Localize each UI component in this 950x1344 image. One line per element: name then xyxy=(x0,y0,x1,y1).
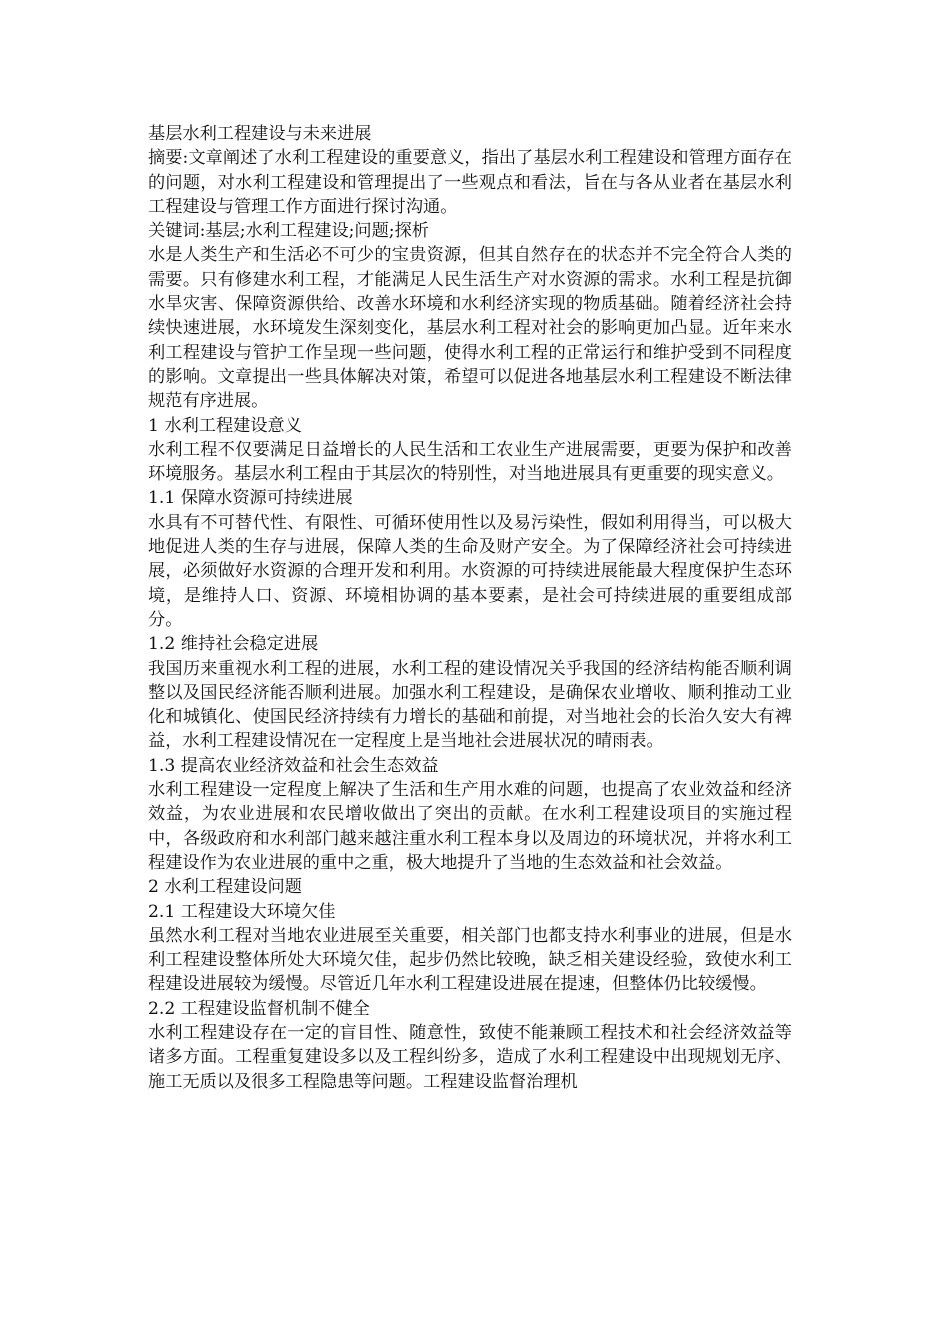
document-page xyxy=(148,122,792,1094)
abstract-paragraph: 摘要:文章阐述了水利工程建设的重要意义，指出了基层水利工程建设和管理方面存在的问题，对水利工程建设和管理提出了一些观点和看法，旨在与各从业者在基层水利工程建设与管理工作方面进行探讨沟通。 xyxy=(148,148,792,217)
intro-paragraph: 水是人类生产和生活必不可少的宝贵资源，但其自然存在的状态并不完全符合人类的需要。只有修建水利工程，才能满足人民生活生产对水资源的需求。水利工程是抗御水旱灾害、保障资源供给、改善水环境和水利经济实现的物质基础。随着经济社会持续快速进展，水环境发生深刻变化，基层水利工程对社会的影响更加凸显。近年来水利工程建设与管护工作呈现一些问题，使得水利工程的正常运行和维护受到不同程度的影响。文章提出一些具体解决对策，希望可以促进各地基层水利工程建设不断法律规范有序进展。 xyxy=(148,245,792,412)
section-heading-2: 2 水利工程建设问题 xyxy=(148,877,302,898)
subsection-body-2-2: 水利工程建设存在一定的盲目性、随意性，致使不能兼顾工程技术和社会经济效益等诸多方面。工程重复建设多以及工程纠纷多，造成了水利工程建设中出现规划无序、施工无质以及很多工程隐患等问题。工程建设监督治理机 xyxy=(148,1022,792,1092)
subsection-heading-1-2: 1.2 维持社会稳定进展 xyxy=(148,634,319,655)
document-title: 基层水利工程建设与未来进展 xyxy=(148,124,372,144)
section-heading-1: 1 水利工程建设意义 xyxy=(148,415,302,436)
subsection-body-2-1: 虽然水利工程对当地农业进展至关重要，相关部门也都支持水利事业的进展，但是水利工程建设整体所处大环境欠佳，起步仍然比较晚，缺乏相关建设经验，致使水利工程建设进展较为缓慢。尽管近几年水利工程建设进展在提速，但整体仍比较缓慢。 xyxy=(148,925,792,995)
subsection-body-1-1: 水具有不可替代性、有限性、可循环使用性以及易污染性，假如利用得当，可以极大地促进人类的生存与进展，保障人类的生命及财产安全。为了保障经济社会可持续进展，必须做好水资源的合理开发和利用。水资源的可持续进展能最大程度保护生态环境，是维持人口、资源、环境相协调的基本要素，是社会可持续进展的重要组成部分。 xyxy=(148,512,792,630)
subsection-heading-2-1: 2.1 工程建设大环境欠佳 xyxy=(148,901,336,922)
subsection-body-1-3: 水利工程建设一定程度上解决了生活和生产用水难的问题，也提高了农业效益和经济效益，为农业进展和农民增收做出了突出的贡献。在水利工程建设项目的实施过程中，各级政府和水利部门越来越注重水利工程本身以及周边的环境状况，并将水利工程建设作为农业进展的重中之重，极大地提升了当地的生态效益和社会效益。 xyxy=(148,780,792,873)
subsection-heading-2-2: 2.2 工程建设监督机制不健全 xyxy=(148,998,370,1019)
section-body-1: 水利工程不仅要满足日益增长的人民生活和工农业生产进展需要，更要为保护和改善环境服务。基层水利工程由于其层次的特别性，对当地进展具有更重要的现实意义。 xyxy=(148,439,792,485)
keywords-line: 关键词:基层;水利工程建设;问题;探析 xyxy=(148,221,429,242)
subsection-body-1-2: 我国历来重视水利工程的进展，水利工程的建设情况关乎我国的经济结构能否顺利调整以及国民经济能否顺利进展。加强水利工程建设，是确保农业增收、顺利推动工业化和城镇化、使国民经济持续有力增长的基础和前提，对当地社会的长治久安大有裨益，水利工程建设情况在一定程度上是当地社会进展状况的晴雨表。 xyxy=(148,658,792,752)
subsection-heading-1-3: 1.3 提高农业经济效益和社会生态效益 xyxy=(148,755,439,776)
subsection-heading-1-1: 1.1 保障水资源可持续进展 xyxy=(148,488,353,509)
